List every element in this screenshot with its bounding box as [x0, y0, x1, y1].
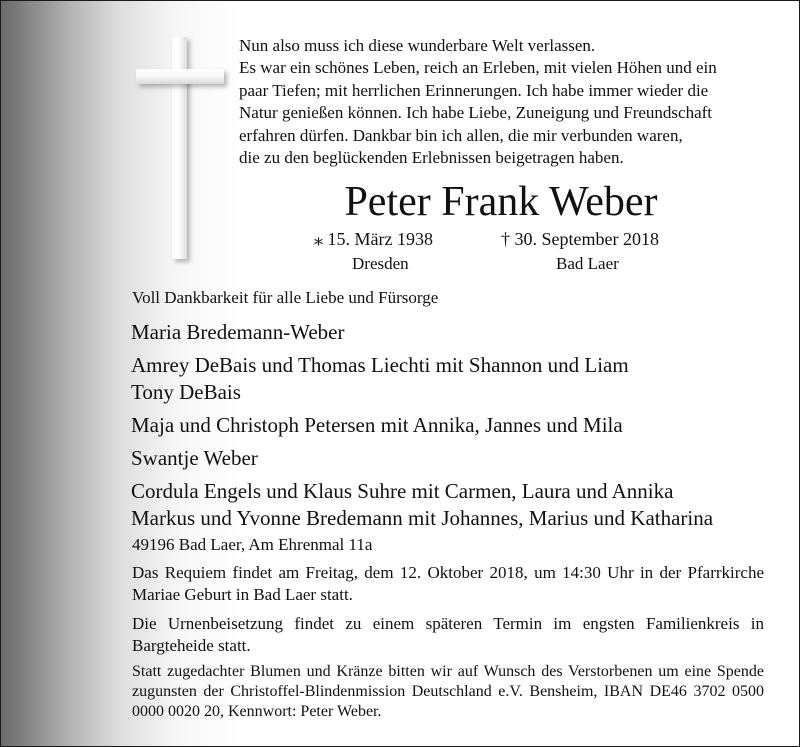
mourner-group: [131, 478, 713, 532]
mourner-line: Swantje Weber: [131, 446, 258, 470]
birth-date: ⁎ 15. März 1938: [314, 229, 433, 249]
mourner-group: [131, 445, 713, 472]
poem-line: die zu den beglückenden Erlebnissen beigetragen haben.: [239, 148, 624, 168]
deceased-name: Peter Frank Weber: [344, 179, 658, 225]
mourner-line: Tony DeBais: [131, 380, 241, 404]
birth-place: Dresden: [352, 254, 409, 273]
mourner-line: Maria Bredemann-Weber: [131, 320, 345, 344]
mourner-group: [131, 319, 713, 346]
farewell-poem: [239, 35, 779, 169]
cross-icon-bar: [136, 69, 224, 84]
burial-notice: Die Urnenbeisetzung findet zu einem späteren Termin im engsten Familienkreis in Bargteheide statt.: [132, 614, 764, 656]
poem-line: paar Tiefen; mit herrlichen Erinnerungen. Ich habe immer wieder die: [239, 80, 709, 100]
mourner-group: [131, 352, 713, 406]
mourner-line: Amrey DeBais und Thomas Liechti mit Shannon und Liam: [131, 353, 629, 377]
requiem-notice: Das Requiem findet am Freitag, dem 12. Oktober 2018, um 14:30 Uhr in der Pfarrkirche Mariae Geburt in Bad Laer statt.: [132, 563, 764, 605]
death-place: Bad Laer: [556, 254, 619, 273]
poem-line: Natur genießen können. Ich habe Liebe, Zuneigung und Freundschaft: [239, 103, 713, 123]
death-date: † 30. September 2018: [501, 229, 659, 249]
mourners-list: [131, 319, 713, 532]
poem-line: erfahren dürfen. Dankbar bin ich allen, die mir verbunden waren,: [239, 125, 683, 145]
poem-line: Es war ein schönes Leben, reich an Erleben, mit vielen Höhen und ein: [239, 58, 717, 78]
poem-line: Nun also muss ich diese wunderbare Welt verlassen.: [239, 36, 596, 55]
mourner-line: Cordula Engels und Klaus Suhre mit Carmen, Laura und Annika: [131, 479, 674, 503]
family-address: 49196 Bad Laer, Am Ehrenmal 11a: [132, 535, 373, 554]
mourner-line: Maja und Christoph Petersen mit Annika, Jannes und Mila: [131, 413, 623, 437]
donation-notice: Statt zugedachter Blumen und Kränze bitten wir auf Wunsch des Verstorbenen um eine Spende zugunsten der Christoffel-Blindenmission Deutschland e.V. Bensheim, IBAN DE46 3702 0500 0000 0020 20, Kennwort: Peter Weber.: [132, 663, 764, 720]
thanks-line: Voll Dankbarkeit für alle Liebe und Fürsorge: [132, 288, 439, 307]
mourner-line: Markus und Yvonne Bredemann mit Johannes, Marius und Katharina: [131, 506, 714, 530]
mourner-group: [131, 412, 713, 439]
